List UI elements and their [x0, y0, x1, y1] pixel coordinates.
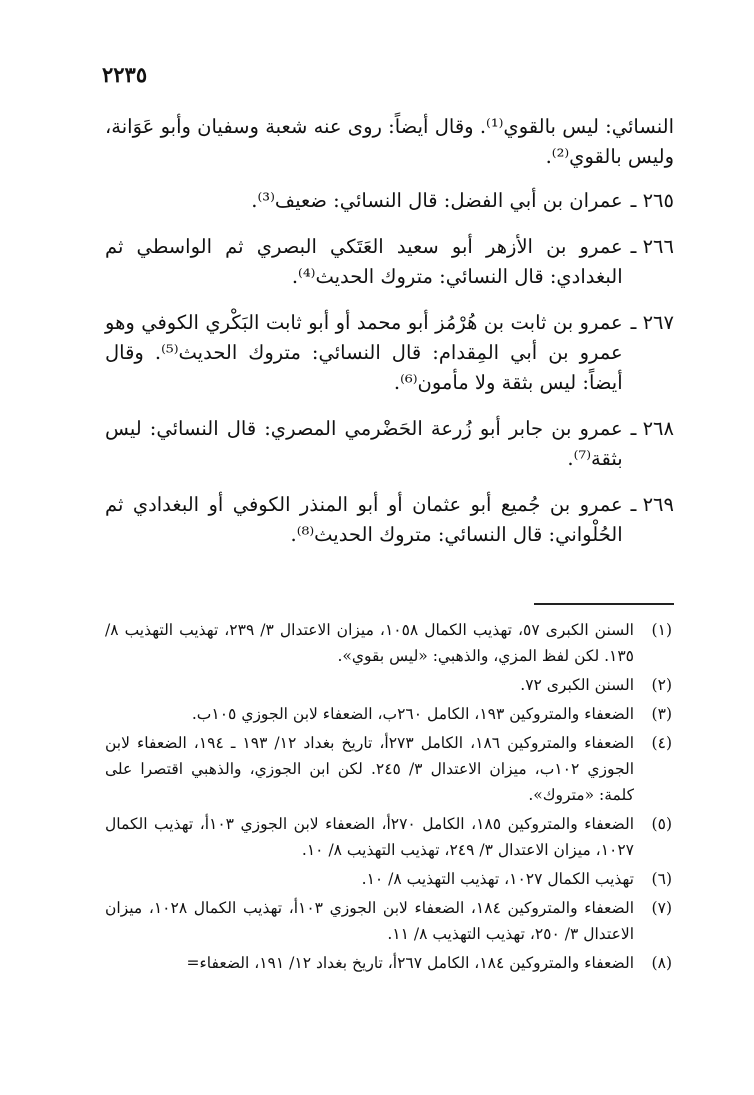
entry-number: ٢٦٩ ـ	[630, 493, 674, 516]
entry-text: عمرو بن ثابت بن هُرْمُز أبو محمد أو أبو ثابت البَكْري الكوفي وهو عمرو بن أبي المِقدام: قال النسائي: متروك الحديث⁽⁵⁾. وقال أيضاً: ليس بثقة ولا مأمون⁽⁶⁾.	[105, 311, 623, 394]
footnote	[105, 950, 672, 976]
footnote	[105, 672, 672, 698]
footnote-separator	[534, 603, 674, 605]
footnote-text: الضعفاء والمتروكين ١٨٤، الكامل ٢٦٧أ، تاريخ بغداد ١٢/ ١٩١، الضعفاء=	[186, 954, 634, 972]
main-text	[105, 112, 674, 566]
entry	[105, 414, 674, 474]
footnote-text: الضعفاء والمتروكين ١٩٣، الكامل ٢٦٠ب، الضعفاء لابن الجوزي ١٠٥ب.	[191, 705, 634, 723]
footnote	[105, 617, 672, 669]
intro-paragraph: النسائي: ليس بالقوي⁽¹⁾. وقال أيضاً: روى عنه شعبة وسفيان وأبو عَوَانة، وليس بالقوي⁽²⁾.	[105, 115, 674, 168]
entry	[105, 186, 674, 216]
footnotes	[105, 617, 672, 979]
entry-number: ٢٦٥ ـ	[630, 189, 674, 212]
footnote-text: السنن الكبرى ٥٧، تهذيب الكمال ١٠٥٨، ميزان الاعتدال ٣/ ٢٣٩، تهذيب التهذيب ٨/ ١٣٥. لكن لفظ المزي، والذهبي: «ليس بقوي».	[105, 621, 634, 665]
footnote-number: (٤)	[651, 734, 672, 752]
entry	[105, 490, 674, 550]
footnote-text: تهذيب الكمال ١٠٢٧، تهذيب التهذيب ٨/ ١٠.	[361, 870, 634, 888]
footnote-number: (٣)	[651, 705, 672, 723]
footnote-text: الضعفاء والمتروكين ١٨٥، الكامل ٢٧٠أ، الضعفاء لابن الجوزي ١٠٣أ، تهذيب الكمال ١٠٢٧، ميزان الاعتدال ٣/ ٢٤٩، تهذيب التهذيب ٨/ ١٠.	[105, 815, 634, 859]
entry-text: عمرو بن جُميع أبو عثمان أو أبو المنذر الكوفي أو البغدادي ثم الحُلْواني: قال النسائي: متروك الحديث⁽⁸⁾.	[105, 493, 623, 546]
footnote	[105, 701, 672, 727]
footnote-text: الضعفاء والمتروكين ١٨٤، الضعفاء لابن الجوزي ١٠٣أ، تهذيب الكمال ١٠٢٨، ميزان الاعتدال ٣/ ٢٥٠، تهذيب التهذيب ٨/ ١١.	[105, 899, 634, 943]
footnote	[105, 866, 672, 892]
footnote-number: (٢)	[651, 676, 672, 694]
entry-number: ٢٦٦ ـ	[630, 235, 674, 258]
footnote-text: السنن الكبرى ٧٢.	[520, 676, 634, 694]
entry-text: عمرو بن جابر أبو زُرعة الحَضْرمي المصري: قال النسائي: ليس بثقة⁽⁷⁾.	[105, 417, 623, 470]
entry	[105, 308, 674, 398]
entry-text: عمران بن أبي الفضل: قال النسائي: ضعيف⁽³⁾.	[251, 189, 623, 212]
entry-number: ٢٦٨ ـ	[630, 417, 674, 440]
footnote-number: (٦)	[651, 870, 672, 888]
footnote	[105, 730, 672, 808]
footnote-number: (٧)	[651, 899, 672, 917]
footnote-number: (٥)	[651, 815, 672, 833]
footnote-number: (١)	[651, 621, 672, 639]
entry	[105, 232, 674, 292]
footnote-text: الضعفاء والمتروكين ١٨٦، الكامل ٢٧٣أ، تاريخ بغداد ١٢/ ١٩٣ ـ ١٩٤، الضعفاء لابن الجوزي ١٠٢ب، ميزان الاعتدال ٣/ ٢٤٥. لكن ابن الجوزي، والذهبي اقتصرا على كلمة: «متروك».	[105, 734, 635, 804]
entry-text: عمرو بن الأزهر أبو سعيد العَتَكي البصري ثم الواسطي ثم البغدادي: قال النسائي: متروك الحديث⁽⁴⁾.	[105, 235, 623, 288]
footnote-number: (٨)	[651, 954, 672, 972]
entry-number: ٢٦٧ ـ	[630, 311, 674, 334]
footnote	[105, 895, 672, 947]
footnote	[105, 811, 672, 863]
page-number: ٢٢٣٥	[102, 62, 148, 87]
